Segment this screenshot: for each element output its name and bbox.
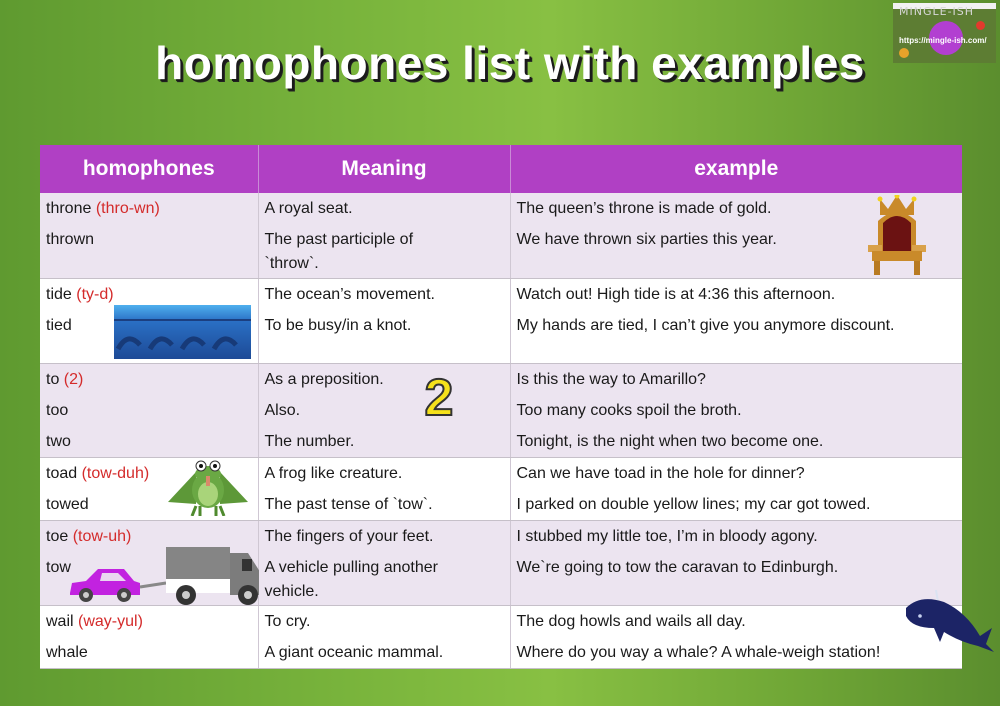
- logo-sun-icon: [899, 48, 909, 58]
- example: Can we have toad in the hole for dinner?: [516, 464, 805, 482]
- word-line: [46, 395, 252, 426]
- meaning: The past tense of `tow`.: [264, 495, 433, 513]
- word: too: [46, 401, 69, 419]
- homophones-table: [40, 145, 962, 669]
- tow-truck-icon: [66, 545, 266, 607]
- example-cell: [510, 605, 962, 668]
- example: Is this the way to Amarillo?: [516, 370, 706, 388]
- table-header-row: [40, 145, 962, 193]
- word: to: [46, 370, 60, 388]
- word-line: [46, 426, 252, 457]
- meaning: The ocean’s movement.: [264, 285, 435, 303]
- number-two-icon: 2: [424, 368, 454, 427]
- word: thrown: [46, 231, 95, 248]
- table-row: [40, 363, 962, 457]
- example-cell: [510, 457, 962, 520]
- example: I stubbed my little toe, I’m in bloody agony.: [516, 527, 818, 545]
- word: whale: [46, 643, 88, 661]
- word: two: [46, 432, 71, 450]
- meaning: A giant oceanic mammal.: [264, 643, 444, 661]
- meaning: The number.: [264, 432, 355, 450]
- ocean-waves-icon: [114, 305, 251, 359]
- table-row: [40, 193, 962, 278]
- table-row: [40, 457, 962, 520]
- meaning: A frog like creature.: [264, 464, 403, 482]
- word: tide: [46, 285, 72, 303]
- example-cell: [510, 363, 962, 457]
- meaning: To cry.: [264, 612, 311, 630]
- meaning-cell: [258, 520, 510, 605]
- example: Where do you way a whale? A whale-weigh station!: [516, 643, 881, 661]
- meaning-cell: [258, 193, 510, 278]
- pronunciation: (tow-duh): [81, 464, 150, 482]
- logo-name: MINGLE-ISH: [899, 5, 975, 18]
- word: towed: [46, 495, 89, 513]
- brand-logo: [893, 3, 996, 63]
- meaning: A royal seat.: [264, 200, 353, 217]
- word: toad: [46, 464, 78, 482]
- word-line: [46, 606, 252, 637]
- homophones-cell: [40, 605, 258, 668]
- throne-icon: [866, 195, 928, 275]
- table-row: [40, 278, 962, 363]
- homophones-cell: [40, 193, 258, 278]
- meaning-cell: [258, 278, 510, 363]
- column-header-homophones: homophones: [40, 145, 258, 193]
- whale-icon: [900, 588, 996, 654]
- example: We`re going to tow the caravan to Edinburgh.: [516, 558, 839, 576]
- pronunciation: (way-yul): [78, 612, 143, 630]
- page-title: homophones list with examples: [155, 37, 865, 89]
- word-line: [46, 224, 252, 255]
- meaning: A vehicle pulling another vehicle.: [264, 558, 438, 600]
- homophones-cell: [40, 363, 258, 457]
- word: tied: [46, 316, 72, 334]
- example-cell: [510, 278, 962, 363]
- pronunciation: (thro-wn): [95, 200, 160, 217]
- table-row: [40, 605, 962, 668]
- example: Watch out! High tide is at 4:36 this afternoon.: [516, 285, 836, 303]
- meaning-cell: [258, 605, 510, 668]
- example: The queen’s throne is made of gold.: [516, 200, 772, 217]
- word: toe: [46, 527, 69, 545]
- homophones-cell: [40, 520, 258, 605]
- example: I parked on double yellow lines; my car got towed.: [516, 495, 871, 513]
- meaning-cell: [258, 457, 510, 520]
- logo-url: https://mingle-ish.com/: [899, 36, 987, 45]
- meaning: Also.: [264, 401, 301, 419]
- homophones-cell: [40, 457, 258, 520]
- example-cell: [510, 520, 962, 605]
- word: tow: [46, 558, 71, 576]
- meaning-cell: [258, 363, 510, 457]
- column-header-example: example: [510, 145, 962, 193]
- frog-icon: [166, 460, 250, 516]
- meaning: As a preposition.: [264, 370, 384, 388]
- meaning: The fingers of your feet.: [264, 527, 434, 545]
- meaning: The past participle of `throw`.: [264, 231, 414, 272]
- homophones-cell: [40, 278, 258, 363]
- example: Tonight, is the night when two become one.: [516, 432, 824, 450]
- word: wail: [46, 612, 74, 630]
- example-cell: [510, 193, 962, 278]
- example: We have thrown six parties this year.: [516, 231, 777, 248]
- logo-dot-icon: [976, 21, 985, 30]
- pronunciation: (ty-d): [76, 285, 114, 303]
- table-row: [40, 520, 962, 605]
- word-line: [46, 637, 252, 668]
- word-line: [46, 364, 252, 395]
- example: My hands are tied, I can’t give you anymore discount.: [516, 316, 895, 334]
- example: Too many cooks spoil the broth.: [516, 401, 742, 419]
- meaning: To be busy/in a knot.: [264, 316, 412, 334]
- pronunciation: (tow-uh): [72, 527, 132, 545]
- example: The dog howls and wails all day.: [516, 612, 746, 630]
- word-line: [46, 193, 252, 224]
- word: throne: [46, 200, 92, 217]
- pronunciation: (2): [63, 370, 84, 388]
- column-header-meaning: Meaning: [258, 145, 510, 193]
